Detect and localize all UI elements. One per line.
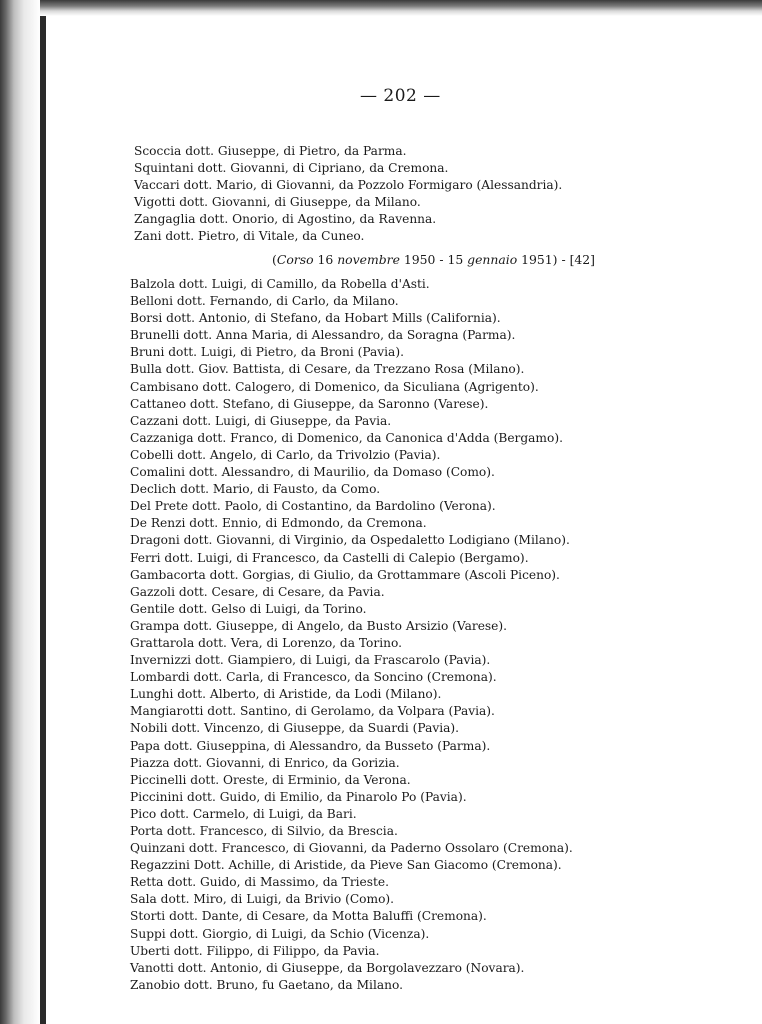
list-item: Declich dott. Mario, di Fausto, da Como. (130, 482, 381, 497)
course-heading-tail: 1951) - [42] (517, 252, 596, 267)
list-item: Mangiarotti dott. Santino, di Gerolamo, da Volpara (Pavia). (130, 704, 495, 719)
list-item: Borsi dott. Antonio, di Stefano, da Hobart Mills (California). (130, 311, 501, 326)
course-heading-date2: 1950 - 15 (399, 252, 468, 267)
list-item: Comalini dott. Alessandro, di Maurilio, da Domaso (Como). (130, 465, 495, 480)
list-item: Piazza dott. Giovanni, di Enrico, da Gorizia. (130, 755, 400, 770)
list-item: Gazzoli dott. Cesare, di Cesare, da Pavia. (130, 584, 385, 599)
list-item: Uberti dott. Filippo, di Filippo, da Pavia. (130, 943, 380, 958)
list-item: Gentile dott. Gelso di Luigi, da Torino. (130, 601, 367, 616)
list-item: Vaccari dott. Mario, di Giovanni, da Pozzolo Formigaro (Alessandria). (134, 178, 563, 193)
list-item: Squintani dott. Giovanni, di Cipriano, da Cremona. (134, 161, 449, 176)
list-item: Invernizzi dott. Giampiero, di Luigi, da Frascarolo (Pavia). (130, 653, 491, 668)
list-item: Storti dott. Dante, di Cesare, da Motta Baluffi (Cremona). (130, 909, 487, 924)
list-item: Piccinelli dott. Oreste, di Erminio, da Verona. (130, 772, 411, 787)
list-item: Porta dott. Francesco, di Silvio, da Brescia. (130, 824, 398, 838)
scan-top-edge-shadow (40, 0, 762, 16)
list-item: Bruni dott. Luigi, di Pietro, da Broni (Pavia). (130, 345, 404, 360)
list-item: Ferri dott. Luigi, di Francesco, da Castelli di Calepio (Bergamo). (130, 550, 529, 565)
list-item: Dragoni dott. Giovanni, di Virginio, da Ospedaletto Lodigiano (Milano). (130, 533, 570, 548)
list-item: Del Prete dott. Paolo, di Costantino, da Bardolino (Verona). (130, 499, 496, 514)
list-item: Suppi dott. Giorgio, di Luigi, da Schio (Vicenza). (130, 926, 430, 941)
page-number: — 202 — (360, 86, 441, 106)
list-item: Lunghi dott. Alberto, di Aristide, da Lodi (Milano). (130, 687, 442, 702)
list-item: Cobelli dott. Angelo, di Carlo, da Trivolzio (Pavia). (130, 447, 441, 462)
list-item: De Renzi dott. Ennio, di Edmondo, da Cremona. (130, 516, 427, 531)
list-item: Grattarola dott. Vera, di Lorenzo, da Torino. (130, 635, 402, 650)
name-list-course-1950-51 (130, 276, 730, 994)
scan-binding-bar (40, 0, 46, 1024)
list-item: Vigotti dott. Giovanni, di Giuseppe, da Milano. (134, 195, 421, 210)
list-item: Balzola dott. Luigi, di Camillo, da Robella d'Asti. (130, 277, 430, 291)
list-item: Piccinini dott. Guido, di Emilio, da Pinarolo Po (Pavia). (130, 789, 467, 804)
course-heading-open: ( (272, 252, 277, 267)
list-item: Cattaneo dott. Stefano, di Giuseppe, da Saronno (Varese). (130, 396, 489, 411)
list-item: Cazzani dott. Luigi, di Giuseppe, da Pavia. (130, 413, 392, 428)
list-item: Papa dott. Giuseppina, di Alessandro, da Busseto (Parma). (130, 738, 491, 753)
list-item: Brunelli dott. Anna Maria, di Alessandro, da Soragna (Parma). (130, 328, 516, 343)
course-heading-date1: 16 (313, 252, 338, 267)
course-heading-month1: novembre (337, 252, 400, 267)
list-item: Vanotti dott. Antonio, di Giuseppe, da Borgolavezzaro (Novara). (130, 960, 525, 975)
list-item: Nobili dott. Vincenzo, di Giuseppe, da Suardi (Pavia). (130, 721, 460, 736)
list-item: Retta dott. Guido, di Massimo, da Trieste. (130, 875, 389, 890)
list-item: Gambacorta dott. Gorgias, di Giulio, da Grottammare (Ascoli Piceno). (130, 567, 560, 582)
course-heading-month2: gennaio (467, 252, 518, 267)
list-item: Cambisano dott. Calogero, di Domenico, da Siculiana (Agrigento). (130, 379, 539, 394)
list-item: Scoccia dott. Giuseppe, di Pietro, da Parma. (134, 144, 407, 158)
course-heading-corso: Corso (276, 252, 314, 267)
list-item: Grampa dott. Giuseppe, di Angelo, da Busto Arsizio (Varese). (130, 618, 508, 633)
list-item: Quinzani dott. Francesco, di Giovanni, da Paderno Ossolaro (Cremona). (130, 841, 573, 856)
list-item: Zanobio dott. Bruno, fu Gaetano, da Milano. (130, 977, 403, 992)
list-item: Pico dott. Carmelo, di Luigi, da Bari. (130, 806, 357, 821)
list-item: Zangaglia dott. Onorio, di Agostino, da Ravenna. (134, 212, 437, 227)
list-item: Bulla dott. Giov. Battista, di Cesare, da Trezzano Rosa (Milano). (130, 362, 525, 377)
name-list-previous-course (134, 143, 734, 246)
list-item: Zani dott. Pietro, di Vitale, da Cuneo. (134, 229, 365, 244)
list-item: Lombardi dott. Carla, di Francesco, da Soncino (Cremona). (130, 670, 497, 685)
list-item: Regazzini Dott. Achille, di Aristide, da Pieve San Giacomo (Cremona). (130, 858, 562, 873)
scan-left-edge-shadow (0, 0, 40, 1024)
list-item: Cazzaniga dott. Franco, di Domenico, da Canonica d'Adda (Bergamo). (130, 430, 563, 445)
list-item: Belloni dott. Fernando, di Carlo, da Milano. (130, 294, 399, 309)
list-item: Sala dott. Miro, di Luigi, da Brivio (Como). (130, 892, 395, 907)
course-heading (272, 252, 595, 267)
